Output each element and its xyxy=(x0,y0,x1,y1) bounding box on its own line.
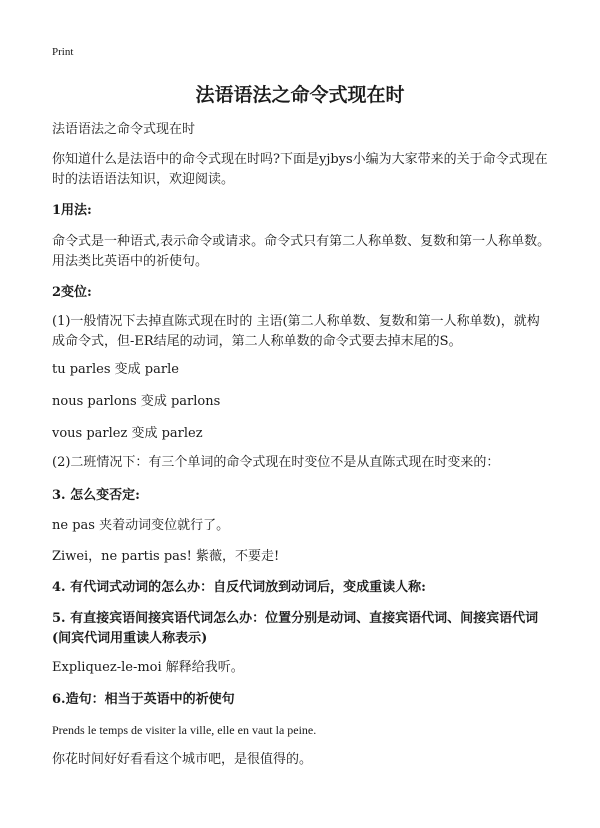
print-label[interactable]: Print xyxy=(52,46,74,58)
section-6-translation: 你花时间好好看看这个城市吧，是很值得的。 xyxy=(52,752,313,767)
intro-paragraph: 你知道什么是法语中的命令式现在时吗?下面是yjbys小编为大家带来的关于命令式现在时的法语语法知识，欢迎阅读。 xyxy=(52,152,548,187)
section-2-note: (2)二班情况下：有三个单词的命令式现在时变位不是从直陈式现在时变来的： xyxy=(52,455,500,470)
section-5-example: Expliquez-le-moi 解释给我听。 xyxy=(52,660,244,675)
section-3-heading: 3. 怎么变否定: xyxy=(52,488,140,503)
section-2-body: (1)一般情况下去掉直陈式现在时的 主语(第二人称单数、复数和第一人称单数)，就构成命令式，但-ER结尾的动词，第二人称单数的命令式要去掉末尾的S。 xyxy=(52,314,540,349)
section-2-heading: 2变位: xyxy=(52,285,92,300)
section-6-heading: 6.造句：相当于英语中的祈使句 xyxy=(52,692,235,707)
section-1-heading: 1用法: xyxy=(52,203,92,218)
page-title: 法语语法之命令式现在时 xyxy=(195,84,405,106)
section-3-example: Ziwei，ne partis pas! 紫薇，不要走! xyxy=(52,549,280,564)
example-nous-parlons: nous parlons 变成 parlons xyxy=(52,394,221,409)
section-1-body: 命令式是一种语式,表示命令或请求。命令式只有第二人称单数、复数和第一人称单数。用法类比英语中的祈使句。 xyxy=(52,234,551,269)
section-3-body: ne pas 夹着动词变位就行了。 xyxy=(52,518,230,533)
section-5-heading: 5. 有直接宾语间接宾语代词怎么办：位置分别是动词、直接宾语代词、间接宾语代词(间宾代词用重读人称表示) xyxy=(52,611,539,646)
section-4-heading: 4. 有代词式动词的怎么办：自反代词放到动词后，变成重读人称: xyxy=(52,580,426,595)
example-vous-parlez: vous parlez 变成 parlez xyxy=(52,426,203,441)
subtitle: 法语语法之命令式现在时 xyxy=(52,122,196,137)
example-tu-parles: tu parles 变成 parle xyxy=(52,362,179,377)
section-6-example: Prends le temps de visiter la ville, elle en vaut la peine. xyxy=(52,723,317,737)
